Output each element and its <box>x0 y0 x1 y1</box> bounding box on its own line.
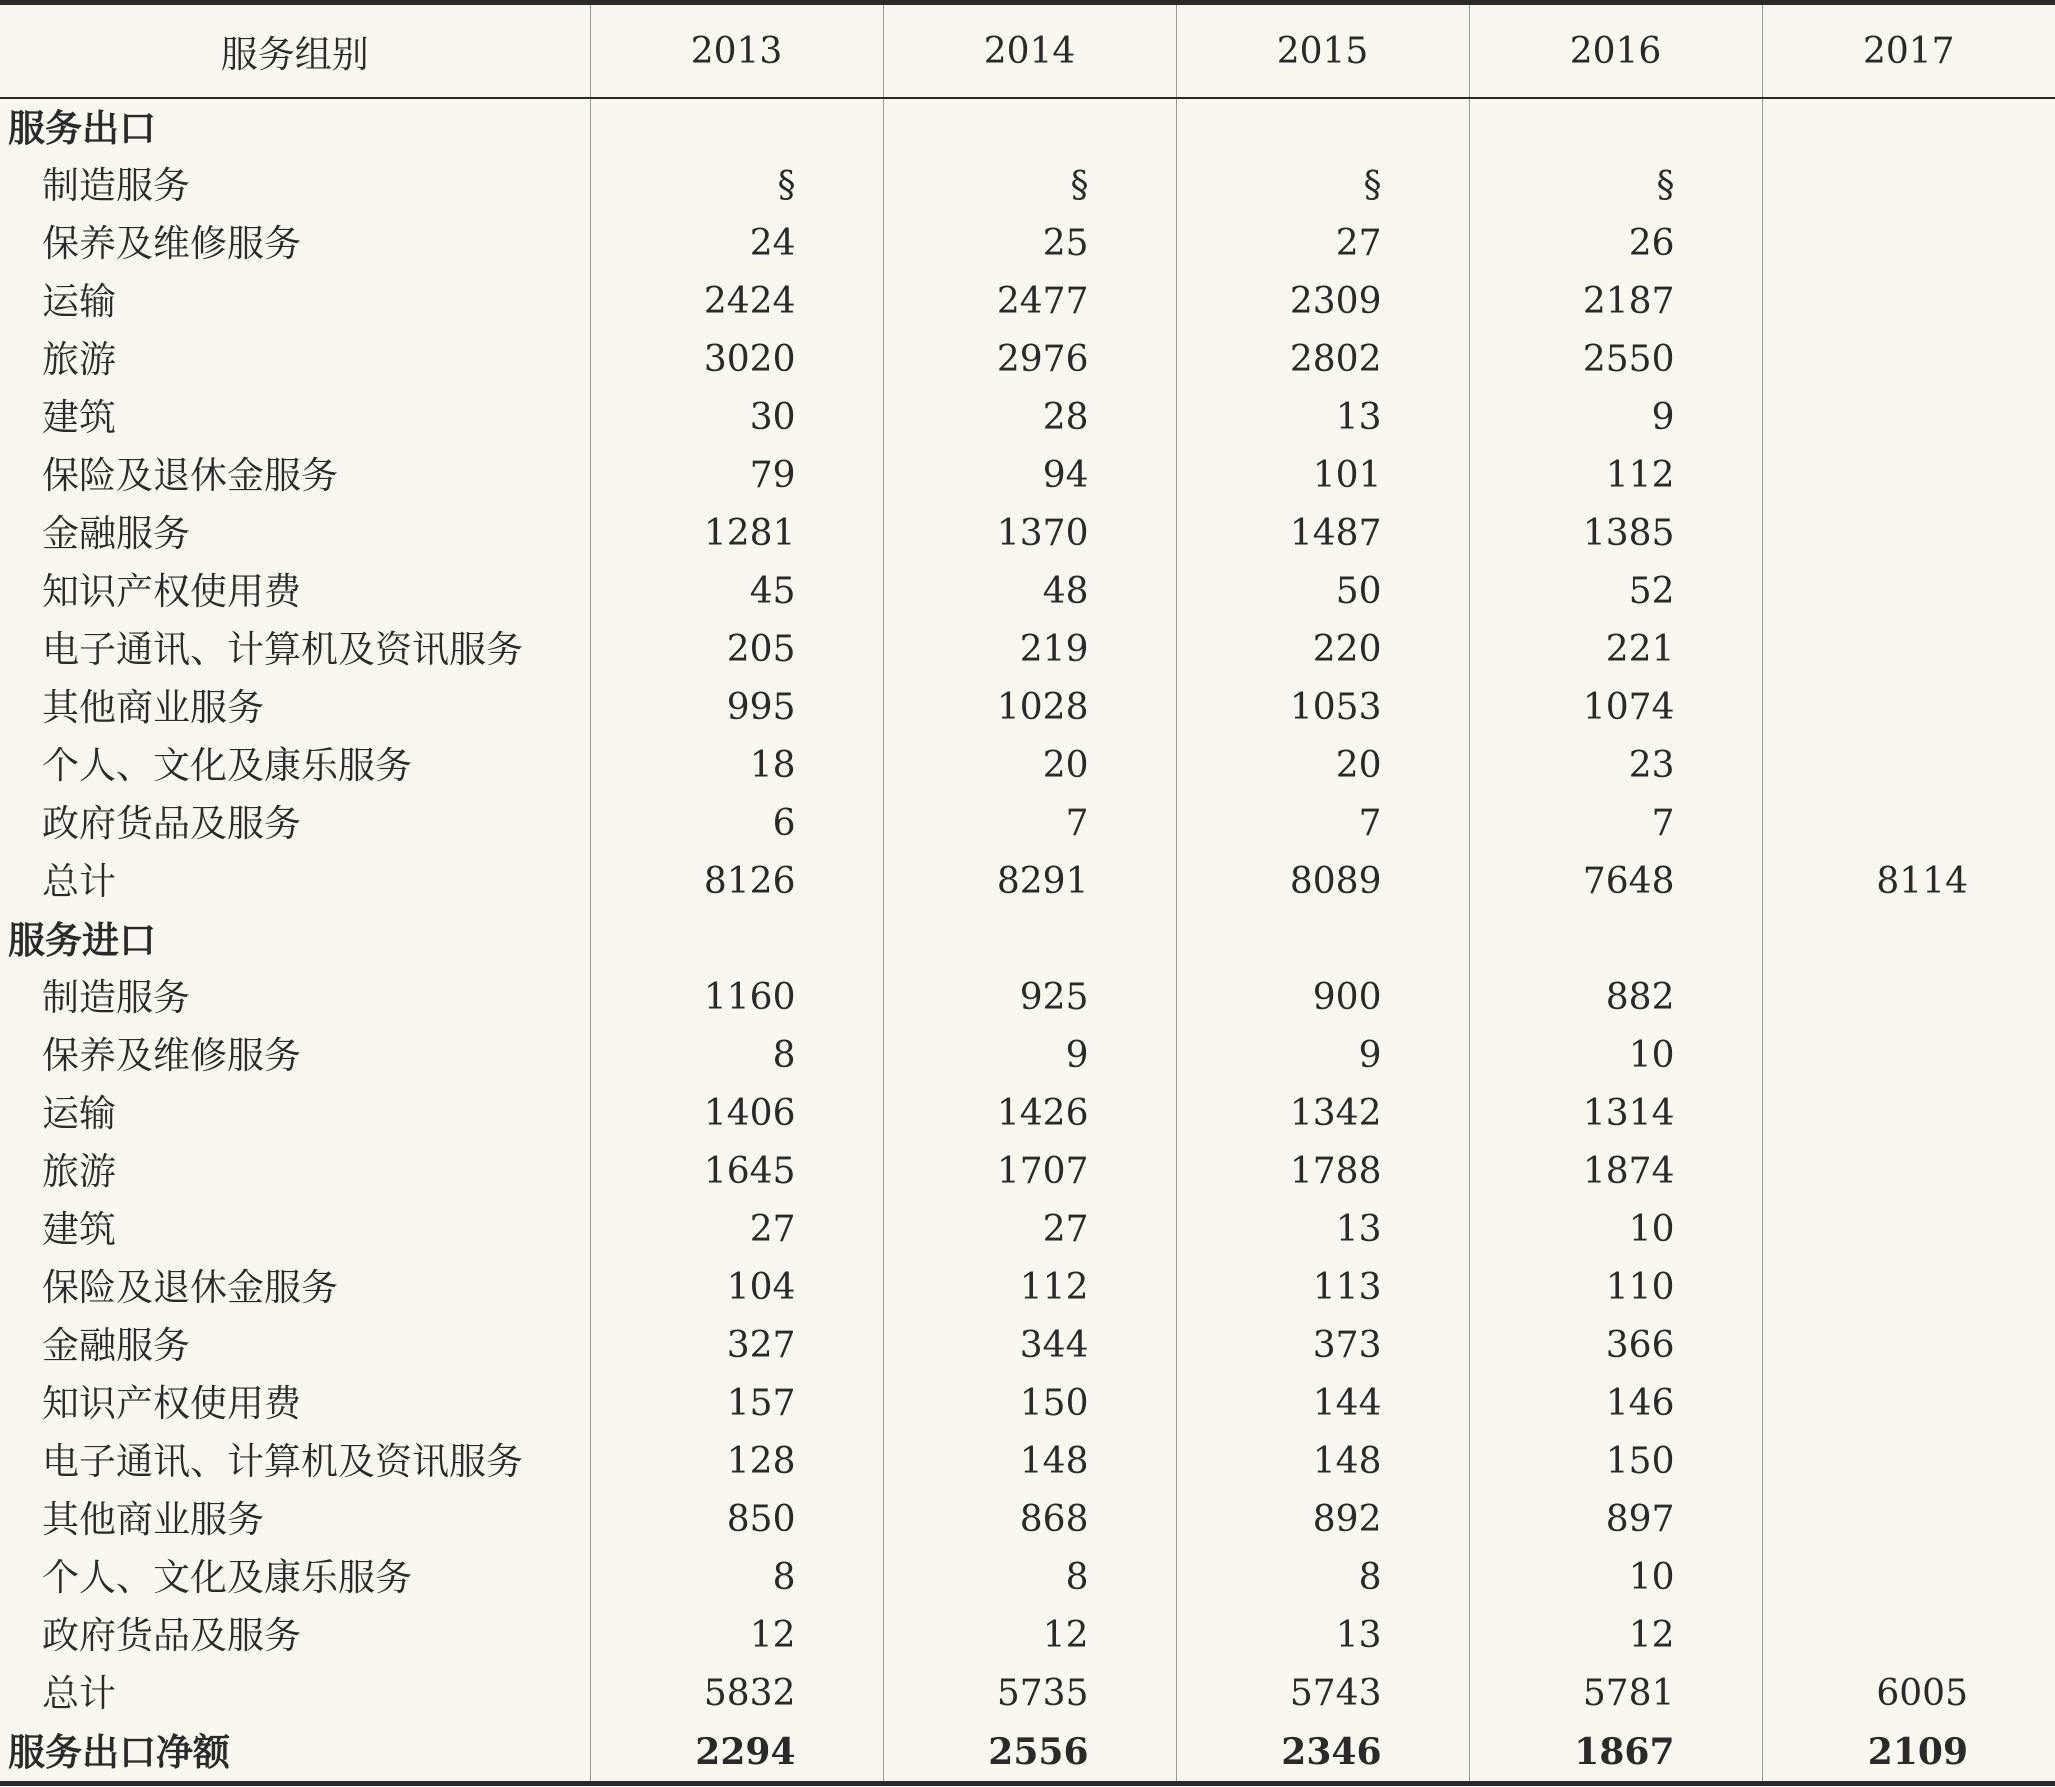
section-title: 服务出口 <box>8 106 156 150</box>
table-row <box>0 621 2055 679</box>
value-cell: 7 <box>883 795 1176 853</box>
column-header-year: 2017 <box>1762 3 2055 99</box>
table-row <box>0 737 2055 795</box>
value-cell: 1370 <box>883 505 1176 563</box>
net-export-value: 1867 <box>1469 1723 1762 1784</box>
value-cell: 13 <box>1176 1607 1469 1665</box>
value-cell <box>1762 1491 2055 1549</box>
row-label: 旅游 <box>42 338 116 381</box>
column-header-year: 2014 <box>883 3 1176 99</box>
value-cell: 144 <box>1176 1375 1469 1433</box>
empty-cell <box>1762 98 2055 157</box>
value-cell <box>1762 447 2055 505</box>
value-cell: 8 <box>590 1027 883 1085</box>
table-row <box>0 1491 2055 1549</box>
value-cell: 6 <box>590 795 883 853</box>
net-export-label: 服务出口净额 <box>8 1730 230 1774</box>
value-cell: 45 <box>590 563 883 621</box>
row-label: 政府货品及服务 <box>42 1614 301 1657</box>
row-label: 运输 <box>42 1092 116 1135</box>
header-row <box>0 3 2055 99</box>
table-row <box>0 853 2055 911</box>
row-label: 建筑 <box>42 396 116 439</box>
value-cell: 8114 <box>1762 853 2055 911</box>
value-cell <box>1762 969 2055 1027</box>
value-cell: 900 <box>1176 969 1469 1027</box>
row-label: 保养及维修服务 <box>42 1034 301 1077</box>
section-header-row <box>0 98 2055 157</box>
row-label: 保险及退休金服务 <box>42 454 338 497</box>
value-cell <box>1762 1085 2055 1143</box>
value-cell: 7 <box>1176 795 1469 853</box>
value-cell: 104 <box>590 1259 883 1317</box>
value-cell <box>1762 215 2055 273</box>
value-cell: 25 <box>883 215 1176 273</box>
value-cell: 24 <box>590 215 883 273</box>
value-cell <box>1762 1317 2055 1375</box>
value-cell: 2550 <box>1469 331 1762 389</box>
table-row <box>0 1201 2055 1259</box>
section-header-row <box>0 911 2055 969</box>
value-cell: 1707 <box>883 1143 1176 1201</box>
table-row <box>0 389 2055 447</box>
value-cell: 27 <box>590 1201 883 1259</box>
net-export-row <box>0 1723 2055 1784</box>
value-cell: 868 <box>883 1491 1176 1549</box>
value-cell: 7648 <box>1469 853 1762 911</box>
value-cell <box>1762 795 2055 853</box>
row-label: 其他商业服务 <box>42 1498 264 1541</box>
value-cell: 366 <box>1469 1317 1762 1375</box>
table-row <box>0 1375 2055 1433</box>
value-cell <box>1762 1027 2055 1085</box>
value-cell: 219 <box>883 621 1176 679</box>
table-row <box>0 1085 2055 1143</box>
table-row <box>0 331 2055 389</box>
table-row <box>0 1027 2055 1085</box>
value-cell: 8 <box>590 1549 883 1607</box>
row-label: 金融服务 <box>42 512 190 555</box>
value-cell: 8089 <box>1176 853 1469 911</box>
value-cell: 150 <box>1469 1433 1762 1491</box>
value-cell: 50 <box>1176 563 1469 621</box>
table-body <box>0 98 2055 1784</box>
table-header <box>0 3 2055 99</box>
value-cell: 9 <box>1176 1027 1469 1085</box>
value-cell: 6005 <box>1762 1665 2055 1723</box>
value-cell: 10 <box>1469 1549 1762 1607</box>
value-cell: 327 <box>590 1317 883 1375</box>
value-cell: 995 <box>590 679 883 737</box>
value-cell <box>1762 563 2055 621</box>
value-cell: 1160 <box>590 969 883 1027</box>
table-row <box>0 1143 2055 1201</box>
value-cell: 1281 <box>590 505 883 563</box>
value-cell: 2976 <box>883 331 1176 389</box>
value-cell: 892 <box>1176 1491 1469 1549</box>
value-cell: 28 <box>883 389 1176 447</box>
value-cell <box>1762 1607 2055 1665</box>
row-label: 保险及退休金服务 <box>42 1266 338 1309</box>
value-cell: 146 <box>1469 1375 1762 1433</box>
row-label: 个人、文化及康乐服务 <box>42 1556 412 1599</box>
value-cell <box>1762 1201 2055 1259</box>
value-cell: 8 <box>883 1549 1176 1607</box>
row-label: 知识产权使用费 <box>42 570 301 613</box>
table-row <box>0 1259 2055 1317</box>
value-cell: 48 <box>883 563 1176 621</box>
value-cell <box>1762 1143 2055 1201</box>
row-label: 制造服务 <box>42 164 190 207</box>
value-cell: 7 <box>1469 795 1762 853</box>
table-row <box>0 505 2055 563</box>
value-cell: 9 <box>1469 389 1762 447</box>
empty-cell <box>1176 911 1469 969</box>
row-label: 旅游 <box>42 1150 116 1193</box>
value-cell: 27 <box>1176 215 1469 273</box>
value-cell: 344 <box>883 1317 1176 1375</box>
table-row <box>0 1607 2055 1665</box>
row-label: 建筑 <box>42 1208 116 1251</box>
value-cell: 5832 <box>590 1665 883 1723</box>
value-cell: 13 <box>1176 389 1469 447</box>
value-cell: 1788 <box>1176 1143 1469 1201</box>
row-label: 政府货品及服务 <box>42 802 301 845</box>
value-cell: 220 <box>1176 621 1469 679</box>
value-cell <box>1762 1375 2055 1433</box>
value-cell <box>1762 1259 2055 1317</box>
value-cell: 30 <box>590 389 883 447</box>
value-cell: 94 <box>883 447 1176 505</box>
value-cell: 112 <box>1469 447 1762 505</box>
column-header-year: 2016 <box>1469 3 1762 99</box>
empty-cell <box>1176 98 1469 157</box>
value-cell <box>1762 331 2055 389</box>
value-cell: § <box>1176 157 1469 215</box>
value-cell: 52 <box>1469 563 1762 621</box>
row-label: 总计 <box>42 1672 116 1715</box>
value-cell: 3020 <box>590 331 883 389</box>
value-cell: 148 <box>1176 1433 1469 1491</box>
table-row <box>0 1549 2055 1607</box>
value-cell: 13 <box>1176 1201 1469 1259</box>
value-cell: 1487 <box>1176 505 1469 563</box>
value-cell: 8 <box>1176 1549 1469 1607</box>
value-cell: 27 <box>883 1201 1176 1259</box>
value-cell: 897 <box>1469 1491 1762 1549</box>
value-cell: 925 <box>883 969 1176 1027</box>
net-export-value: 2556 <box>883 1723 1176 1784</box>
value-cell: 101 <box>1176 447 1469 505</box>
value-cell: 373 <box>1176 1317 1469 1375</box>
value-cell: 1028 <box>883 679 1176 737</box>
value-cell <box>1762 1549 2055 1607</box>
value-cell: 5781 <box>1469 1665 1762 1723</box>
value-cell <box>1762 1433 2055 1491</box>
value-cell: § <box>883 157 1176 215</box>
value-cell: 2424 <box>590 273 883 331</box>
value-cell: 12 <box>1469 1607 1762 1665</box>
row-label: 其他商业服务 <box>42 686 264 729</box>
row-label: 知识产权使用费 <box>42 1382 301 1425</box>
value-cell: 8291 <box>883 853 1176 911</box>
column-header-service-group: 服务组别 <box>0 3 590 99</box>
table-row <box>0 215 2055 273</box>
table-row <box>0 563 2055 621</box>
value-cell: 10 <box>1469 1027 1762 1085</box>
net-export-value: 2346 <box>1176 1723 1469 1784</box>
value-cell: 12 <box>883 1607 1176 1665</box>
value-cell: 1426 <box>883 1085 1176 1143</box>
column-header-year: 2013 <box>590 3 883 99</box>
value-cell: 110 <box>1469 1259 1762 1317</box>
value-cell <box>1762 621 2055 679</box>
table-row <box>0 1665 2055 1723</box>
value-cell: 882 <box>1469 969 1762 1027</box>
table-row <box>0 157 2055 215</box>
value-cell: 1053 <box>1176 679 1469 737</box>
empty-cell <box>1469 911 1762 969</box>
value-cell: § <box>1469 157 1762 215</box>
value-cell: 128 <box>590 1433 883 1491</box>
row-label: 个人、文化及康乐服务 <box>42 744 412 787</box>
value-cell <box>1762 737 2055 795</box>
value-cell <box>1762 505 2055 563</box>
row-label: 金融服务 <box>42 1324 190 1367</box>
value-cell: 5743 <box>1176 1665 1469 1723</box>
column-header-year: 2015 <box>1176 3 1469 99</box>
value-cell: 221 <box>1469 621 1762 679</box>
net-export-value: 2109 <box>1762 1723 2055 1784</box>
table-row <box>0 447 2055 505</box>
value-cell: § <box>590 157 883 215</box>
empty-cell <box>590 98 883 157</box>
value-cell: 8126 <box>590 853 883 911</box>
table-row <box>0 679 2055 737</box>
table-row <box>0 969 2055 1027</box>
value-cell: 850 <box>590 1491 883 1549</box>
value-cell: 2477 <box>883 273 1176 331</box>
value-cell: 1645 <box>590 1143 883 1201</box>
value-cell <box>1762 679 2055 737</box>
row-label: 电子通讯、计算机及资讯服务 <box>42 628 523 671</box>
value-cell: 1406 <box>590 1085 883 1143</box>
value-cell: 205 <box>590 621 883 679</box>
value-cell: 23 <box>1469 737 1762 795</box>
net-export-value: 2294 <box>590 1723 883 1784</box>
value-cell: 10 <box>1469 1201 1762 1259</box>
value-cell: 12 <box>590 1607 883 1665</box>
row-label: 运输 <box>42 280 116 323</box>
value-cell: 9 <box>883 1027 1176 1085</box>
value-cell: 20 <box>883 737 1176 795</box>
value-cell: 2802 <box>1176 331 1469 389</box>
value-cell: 26 <box>1469 215 1762 273</box>
empty-cell <box>1469 98 1762 157</box>
value-cell: 20 <box>1176 737 1469 795</box>
row-label: 保养及维修服务 <box>42 222 301 265</box>
value-cell: 1342 <box>1176 1085 1469 1143</box>
value-cell: 1074 <box>1469 679 1762 737</box>
value-cell: 2187 <box>1469 273 1762 331</box>
value-cell: 79 <box>590 447 883 505</box>
value-cell: 157 <box>590 1375 883 1433</box>
value-cell: 113 <box>1176 1259 1469 1317</box>
value-cell: 150 <box>883 1375 1176 1433</box>
value-cell: 18 <box>590 737 883 795</box>
empty-cell <box>883 98 1176 157</box>
empty-cell <box>590 911 883 969</box>
value-cell: 1314 <box>1469 1085 1762 1143</box>
value-cell: 112 <box>883 1259 1176 1317</box>
empty-cell <box>1762 911 2055 969</box>
value-cell: 2309 <box>1176 273 1469 331</box>
table-row <box>0 1317 2055 1375</box>
table-row <box>0 1433 2055 1491</box>
value-cell: 1874 <box>1469 1143 1762 1201</box>
table-row <box>0 273 2055 331</box>
row-label: 制造服务 <box>42 976 190 1019</box>
empty-cell <box>883 911 1176 969</box>
value-cell: 1385 <box>1469 505 1762 563</box>
row-label: 电子通讯、计算机及资讯服务 <box>42 1440 523 1483</box>
table-row <box>0 795 2055 853</box>
section-title: 服务进口 <box>8 918 156 962</box>
value-cell <box>1762 389 2055 447</box>
value-cell: 5735 <box>883 1665 1176 1723</box>
value-cell <box>1762 273 2055 331</box>
value-cell <box>1762 157 2055 215</box>
value-cell: 148 <box>883 1433 1176 1491</box>
row-label: 总计 <box>42 860 116 903</box>
